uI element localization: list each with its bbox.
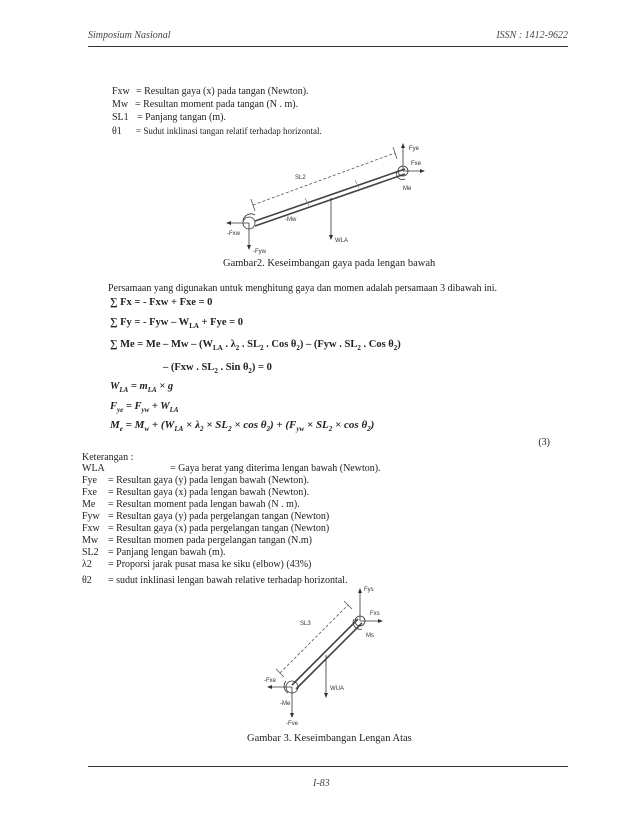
def-lambda2: λ2 = Proporsi jarak pusat masa ke siku (elbow) (43%) xyxy=(82,559,312,570)
def-fxe: Fxe = Resultan gaya (x) pada lengan bawah (Newton). xyxy=(82,487,310,498)
equation-intro: Persamaan yang digunakan untuk menghitung gaya dan momen adalah persamaan 3 dibawah ini. xyxy=(108,283,498,294)
fig3-label-fys: Fys xyxy=(364,587,374,593)
equation-number: (3) xyxy=(538,437,550,448)
header-issn: ISSN : 1412-9622 xyxy=(496,30,568,41)
fig3-label-fxs: Fxs xyxy=(370,611,380,617)
def-fxw: Fxw = Resultan gaya (x) pada pergelangan tangan (Newton) xyxy=(82,523,330,534)
header-rule xyxy=(88,46,568,47)
def-mw: Mw = Resultan moment pada tangan (N . m). xyxy=(112,99,299,110)
equation-sum-me: ∑ $Me = Me - Mw - (W_{LA}$ . $\lambda_2$ . $SL_2$ . Cos $\theta_2) - (Fyw$ . $SL_2$ . Cos $\theta_2$) xyxy=(110,339,401,353)
def-sl2: SL2 = Panjang lengan bawah (m). xyxy=(82,547,226,558)
fig2-label-me: Me xyxy=(403,186,412,192)
figure-3-upper-arm-diagram xyxy=(258,585,384,725)
def-me: Me = Resultan moment pada lengan bawah (N . m). xyxy=(82,499,300,510)
def-mw: Mw = Resultan momen pada pergelangan tangan (N.m) xyxy=(82,535,313,546)
fig2-label-sl2: SL2 xyxy=(295,175,306,181)
fig3-label-fye: -Fye xyxy=(286,721,298,725)
equation-sum-fx: ∑ Fx = - Fxw + Fxe = 0 xyxy=(110,297,213,308)
equation-fye: $F_{ye} = F_{yw} + W_{LA}$ xyxy=(110,401,179,415)
fig3-label-me: -Me xyxy=(280,701,291,707)
def-fxw: Fxw = Resultan gaya (x) pada tangan (Newton). xyxy=(112,86,309,97)
fig2-label-mw: -Mw xyxy=(285,217,297,223)
fig2-label-fyw: -Fyw xyxy=(253,249,266,255)
fig2-label-fye: Fye xyxy=(409,146,420,152)
def-fyw: Fyw = Resultan gaya (y) pada pergelangan tangan (Newton) xyxy=(82,511,330,522)
keterangan-heading: Keterangan : xyxy=(82,452,134,463)
def-theta1: θ1 = Sudut inklinasi tangan relatif terhadap horizontal. xyxy=(112,126,322,137)
footer-rule xyxy=(88,766,568,767)
header-journal-name: Simposium Nasional xyxy=(88,30,171,41)
fig2-label-fxe: Fxe xyxy=(411,161,422,167)
equation-me: $M_e = M_w + (W_{LA} \times \lambda_2 \times SL_2 \times \cos \theta_2) + (F_{yw} \times SL_2 \times \cos \theta_2)$ xyxy=(110,419,375,434)
equation-sum-me-cont: – (Fxw . $SL_2$ . Sin $\theta_2) = 0$ xyxy=(163,362,272,376)
def-wla: WLA = Gaya berat yang diterima lengan bawah (Newton). xyxy=(82,463,381,474)
figure-3-caption: Gambar 3. Keseimbangan Lengan Atas xyxy=(247,733,412,744)
fig3-label-wua: WUA xyxy=(330,686,344,692)
fig2-label-fxw: -Fxw xyxy=(227,231,240,237)
def-theta2: θ2 = sudut inklinasi lengan bawah relative terhadap horizontal. xyxy=(82,575,348,586)
fig3-label-sl3: SL3 xyxy=(300,621,311,627)
def-sl1: SL1 = Panjang tangan (m). xyxy=(112,112,226,123)
equation-sum-fy: ∑ Fy = - Fyw – $W_{LA}$ + Fye = 0 xyxy=(110,317,243,331)
equation-wla: $W_{LA} = m_{LA} \times g$ xyxy=(110,381,174,395)
fig3-label-ms: Ms xyxy=(366,633,374,639)
fig3-label-fxe: -Fxe xyxy=(264,678,276,684)
page-number: I-83 xyxy=(313,778,330,789)
figure-2-caption: Gambar2. Keseimbangan gaya pada lengan bawah xyxy=(223,258,436,269)
def-fye: Fye = Resultan gaya (y) pada lengan bawah (Newton). xyxy=(82,475,310,486)
fig2-label-wla: WLA xyxy=(335,238,349,244)
figure-2-forearm-diagram xyxy=(225,143,425,255)
